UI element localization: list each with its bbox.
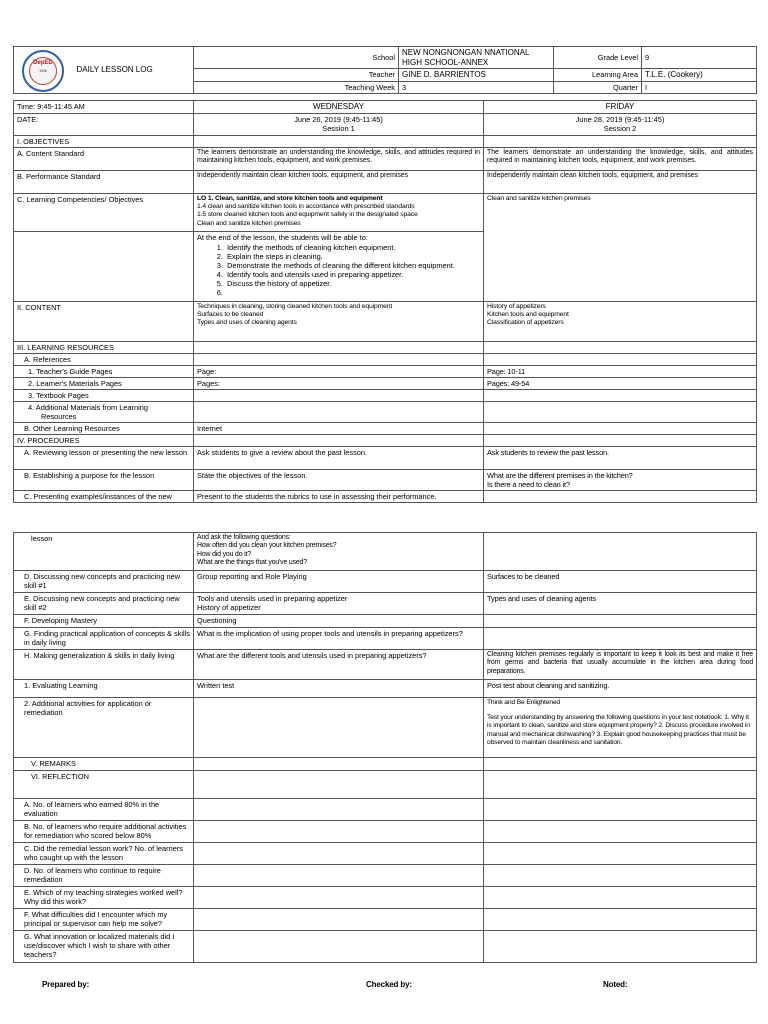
content-1 bbox=[194, 301, 484, 341]
objectives-intro: At the end of the lesson, the students will be able to: bbox=[197, 232, 368, 242]
generalization-wed: What are the different tools and utensils used in preparing appetizers? bbox=[194, 650, 484, 680]
logo-text: DepED bbox=[33, 59, 53, 66]
additional-materials-line-1: 4. Additional Materials from Learning bbox=[28, 402, 148, 412]
content-line: Classification of appetizers bbox=[487, 319, 564, 327]
lo-item: Clean and sanitize kitchen premises bbox=[197, 219, 301, 227]
discussing-2-wed bbox=[194, 593, 484, 615]
logo-year: 1946 bbox=[39, 68, 47, 73]
content-2 bbox=[484, 301, 757, 341]
objective-item bbox=[225, 288, 480, 297]
prepared-by-label: Prepared by: bbox=[42, 980, 90, 989]
question-line: How did you do it? bbox=[197, 550, 251, 558]
lo-item: 1.5 store cleaned kitchen tools and equipment safely in the designated space bbox=[197, 211, 418, 219]
school-value bbox=[399, 47, 554, 69]
review-label: A. Reviewing lesson or presenting the new lesson bbox=[14, 447, 194, 470]
question-line: And ask the following questions: bbox=[197, 534, 291, 541]
purpose-question: What are the different premises in the kitchen? bbox=[487, 471, 633, 481]
day-wednesday: WEDNESDAY bbox=[194, 101, 484, 114]
presenting-label-cont: lesson bbox=[14, 533, 194, 571]
generalization-fri: Cleaning kitchen premises regularly is important to keep it look its best and make it free from germs and bacteria that usually accumulate in the kitchen area during food preparations. bbox=[484, 650, 757, 680]
application-wed: What is the implication of using proper tools and utensils in preparing appetizers? bbox=[194, 628, 484, 650]
application-label: G. Finding practical application of concepts & skills in daily living bbox=[14, 628, 194, 650]
question-line: How often did you clean your kitchen premises? bbox=[197, 542, 337, 550]
header-table bbox=[13, 46, 757, 94]
discussing-2-fri: Types and uses of cleaning agents bbox=[484, 593, 757, 615]
reflection-d: D. No. of learners who continue to require remediation bbox=[14, 865, 194, 887]
learners-materials-1: Pages: bbox=[194, 377, 484, 389]
learning-outcomes bbox=[194, 193, 484, 231]
competencies-label: C. Learning Competencies/ Objectives bbox=[14, 193, 194, 231]
generalization-label: H. Making generalization & skills in daily living bbox=[14, 650, 194, 680]
performance-standard-1: Independently maintain clean kitchen tools, equipment, and premises bbox=[194, 170, 484, 193]
objectives-list bbox=[197, 243, 480, 297]
discussing-1-label: D. Discussing new concepts and practicing new skill #1 bbox=[14, 571, 194, 593]
mastery-label: F. Developing Mastery bbox=[14, 615, 194, 628]
date-2: June 28, 2019 (9:45-11:45) bbox=[575, 114, 665, 124]
session-2: Session 2 bbox=[603, 123, 637, 133]
objective-item: 2. Explain the steps in cleaning. bbox=[225, 252, 480, 261]
lo-item: 1.4 clean and sanitize kitchen tools in accordance with prescribed standards bbox=[197, 203, 415, 211]
school-name-line-2: HIGH SCHOOL-ANNEX bbox=[402, 57, 489, 67]
lo-heading: LO 1. Clean, sanitize, and store kitchen tools and equipment bbox=[197, 194, 383, 202]
presenting-label: C. Presenting examples/instances of the new bbox=[14, 491, 194, 503]
area-value: T.L.E. (Cookery) bbox=[642, 69, 757, 82]
school-name-line-1: NEW NONGNONGAN NNATIONAL bbox=[402, 48, 530, 58]
activity-questions: Test your understanding by answering the following questions in your test notebook: 1. Why it is important to clean, sanitize and store equipment properly? 2. Discuss procedure involved in manual and mechanical dishwashing? 3. Explain good housekeeping practices that must be observed to maintain cleanliness and sanitation. bbox=[487, 714, 750, 746]
evaluating-label: 1. Evaluating Learning bbox=[14, 680, 194, 698]
content-line: Kitchen tools and equipment bbox=[487, 311, 569, 319]
learners-materials-2: Pages: 49-54 bbox=[484, 377, 757, 389]
evaluating-fri: Post test about cleaning and sanitizing. bbox=[484, 680, 757, 698]
content-line: History of appetizers bbox=[487, 302, 546, 310]
area-label: Learning Area bbox=[554, 69, 642, 82]
reflection-a: A. No. of learners who earned 80% in the evaluation bbox=[14, 799, 194, 821]
performance-standard-2: Independently maintain clean kitchen tools, equipment, and premises bbox=[484, 170, 757, 193]
school-label: School bbox=[194, 47, 399, 69]
reflection-e: E. Which of my teaching strategies worked well? Why did this work? bbox=[14, 887, 194, 909]
objective-item: 3. Demonstrate the methods of cleaning the different kitchen equipment. bbox=[225, 261, 480, 270]
time-cell: Time: 9:45-11:45 AM bbox=[14, 101, 194, 114]
review-2: Ask students to review the past lesson. bbox=[484, 447, 757, 470]
purpose-1: State the objectives of the lesson. bbox=[194, 470, 484, 491]
date-label: DATE: bbox=[14, 113, 194, 135]
additional-activities-fri bbox=[484, 698, 757, 758]
content-line: Surfaces to be cleaned bbox=[197, 311, 264, 319]
day-friday: FRIDAY bbox=[484, 101, 757, 114]
week-value: 3 bbox=[399, 81, 554, 93]
objective-item: 5. Discuss the history of appetizer. bbox=[225, 279, 480, 288]
reflection-f: F. What difficulties did I encounter which my principal or supervisor can help me solve? bbox=[14, 909, 194, 931]
mastery-wed: Questioning bbox=[194, 615, 484, 628]
presenting-questions bbox=[194, 533, 484, 571]
lesson-table-page-2 bbox=[13, 532, 757, 963]
activity-title: Think and Be Enlightened bbox=[487, 699, 560, 706]
presenting-1: Present to the students the rubrics to use in assessing their performance. bbox=[194, 491, 484, 503]
objectives-heading: I. OBJECTIVES bbox=[14, 135, 194, 147]
quarter-label: Quarter bbox=[554, 81, 642, 93]
noted-label: Noted: bbox=[603, 980, 628, 989]
teachers-guide-2: Page: 10-11 bbox=[484, 365, 757, 377]
discussing-line: History of appetizer bbox=[197, 603, 261, 613]
quarter-value: I bbox=[642, 81, 757, 93]
teachers-guide-label: 1. Teacher's Guide Pages bbox=[14, 365, 194, 377]
other-resources-label: B. Other Learning Resources bbox=[14, 423, 194, 435]
purpose-question: Is there a need to clean it? bbox=[487, 480, 570, 490]
document-title: DAILY LESSON LOG bbox=[74, 47, 194, 94]
deped-logo bbox=[22, 50, 64, 92]
teachers-guide-1: Page: bbox=[194, 365, 484, 377]
logo-cell bbox=[14, 47, 74, 94]
content-standard-label: A. Content Standard bbox=[14, 147, 194, 170]
reflection-b: B. No. of learners who require additional activities for remediation who scored below 80% bbox=[14, 821, 194, 843]
objective-item: 4. Identify tools and utensils used in preparing appetizer. bbox=[225, 270, 480, 279]
additional-activities-label: 2. Additional activities for application or remediation bbox=[14, 698, 194, 758]
discussing-line: Tools and utensils used in preparing appetizer bbox=[197, 594, 348, 603]
content-standard-1: The learners demonstrate an understanding the knowledge, skills, and attitudes required in maintaining kitchen tools, equipment, and work premises. bbox=[194, 147, 484, 170]
discussing-2-label: E. Discussing new concepts and practicing new skill #2 bbox=[14, 593, 194, 615]
reflection-c: C. Did the remedial lesson work? No. of learners who caught up with the lesson bbox=[14, 843, 194, 865]
discussing-1-wed: Group reporting and Role Playing bbox=[194, 571, 484, 593]
checked-by-label: Checked by: bbox=[366, 980, 412, 989]
purpose-label: B. Establishing a purpose for the lesson bbox=[14, 470, 194, 491]
purpose-2 bbox=[484, 470, 757, 491]
content-line: Techniques in cleaning, storing cleaned kitchen tools and equipment bbox=[197, 302, 393, 310]
textbook-label: 3. Textbook Pages bbox=[14, 389, 194, 401]
learners-materials-label: 2. Learner's Materials Pages bbox=[14, 377, 194, 389]
content-line: Types and uses of cleaning agents bbox=[197, 319, 297, 327]
competency-2: Clean and sanitize kitchen premises bbox=[484, 193, 757, 301]
procedures-heading: IV. PROCEDURES bbox=[14, 435, 194, 447]
question-line: What are the things that you've used? bbox=[197, 559, 307, 567]
lesson-table-page-1 bbox=[13, 100, 757, 503]
additional-materials-line-2: Resources bbox=[41, 411, 77, 421]
reflection-heading: VI. REFLECTION bbox=[14, 771, 194, 799]
discussing-1-fri: Surfaces to be cleaned bbox=[484, 571, 757, 593]
objectives-list-cell bbox=[194, 231, 484, 301]
teacher-label: Teacher bbox=[194, 69, 399, 82]
teacher-value: GINE D. BARRIENTOS bbox=[399, 69, 554, 82]
date-1: June 26, 2019 (9:45-11:45) bbox=[294, 114, 383, 124]
performance-standard-label: B. Performance Standard bbox=[14, 170, 194, 193]
date-session-1 bbox=[194, 113, 484, 135]
other-resources-1: Internet bbox=[194, 423, 484, 435]
objective-item: 1. Identify the methods of cleaning kitchen equipment. bbox=[225, 243, 480, 252]
evaluating-wed: Written test bbox=[194, 680, 484, 698]
date-session-2 bbox=[484, 113, 757, 135]
additional-materials-label bbox=[14, 401, 194, 422]
review-1: Ask students to give a review about the past lesson. bbox=[194, 447, 484, 470]
grade-value: 9 bbox=[642, 47, 757, 69]
content-standard-2: The learners demonstrate an understanding the knowledge, skills, and attitudes required in maintaining kitchen tools, equipment, and work premises. bbox=[484, 147, 757, 170]
week-label: Teaching Week bbox=[194, 81, 399, 93]
resources-heading: III. LEARNING RESOURCES bbox=[14, 341, 194, 353]
remarks-heading: V. REMARKS bbox=[14, 758, 194, 771]
session-1: Session 1 bbox=[322, 123, 355, 133]
reflection-g: G. What innovation or localized materials did I use/discover which I wish to share with other teachers? bbox=[14, 931, 194, 963]
references-label: A. References bbox=[14, 353, 194, 365]
grade-label: Grade Level bbox=[554, 47, 642, 69]
content-label: II. CONTENT bbox=[14, 301, 194, 341]
